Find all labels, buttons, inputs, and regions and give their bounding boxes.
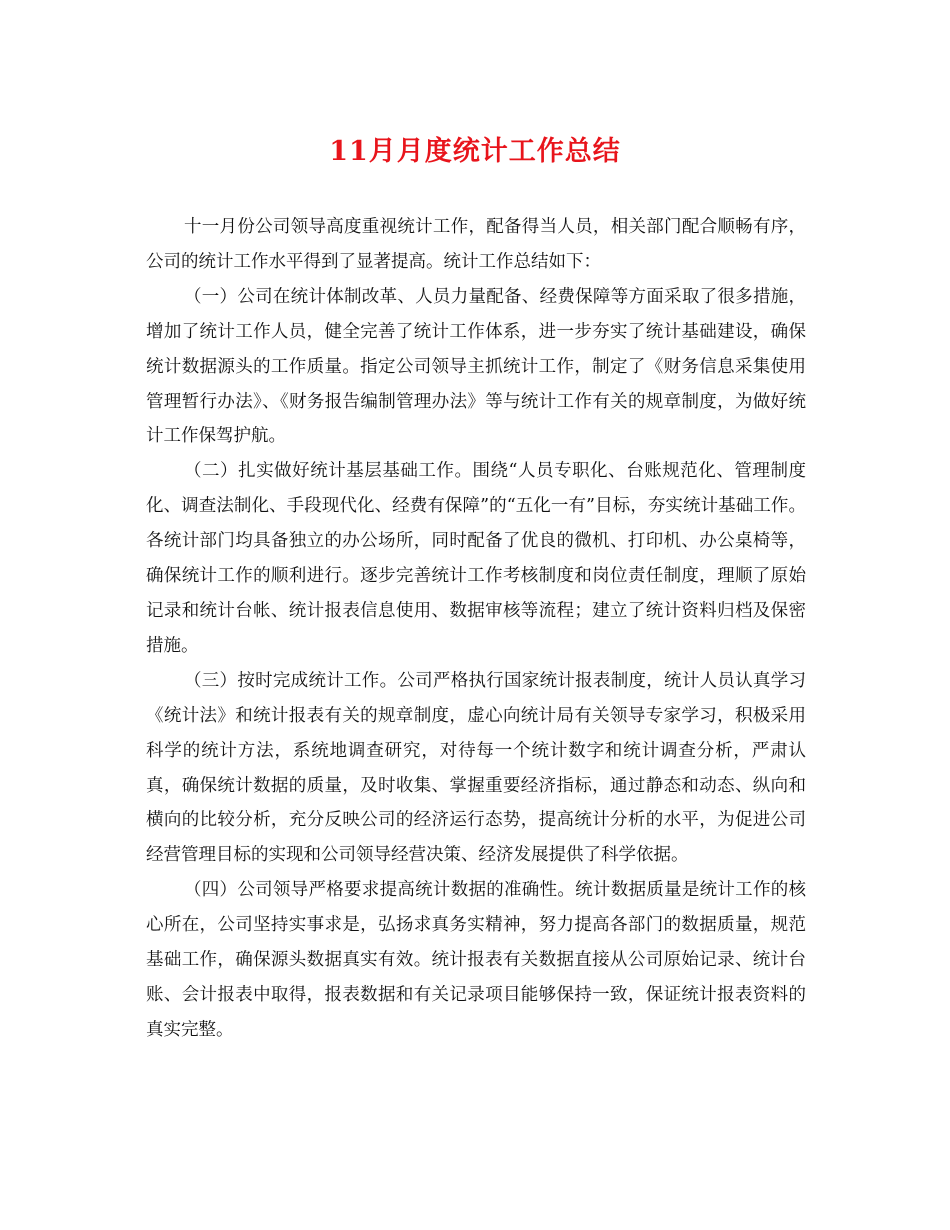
paragraph-section-1: （一）公司在统计体制改革、人员力量配备、经费保障等方面采取了很多措施，增加了统计工作人员，健全完善了统计工作体系，进一步夯实了统计基础建设，确保统计数据源头的工作质量。指定公司领导主抓统计工作，制定了《财务信息采集使用管理暂行办法》、《财务报告编制管理办法》等与统计工作有关的规章制度，为做好统计工作保驾护航。 [146, 286, 806, 447]
paragraph-section-3: （三）按时完成统计工作。公司严格执行国家统计报表制度，统计人员认真学习《统计法》和统计报表有关的规章制度，虚心向统计局有关领导专家学习，积极采用科学的统计方法，系统地调查研究，对待每一个统计数字和统计调查分析，严肃认真，确保统计数据的质量，及时收集、掌握重要经济指标，通过静态和动态、纵向和横向的比较分析，充分反映公司的经济运行态势，提高统计分析的水平，为促进公司经营管理目标的实现和公司领导经营决策、经济发展提供了科学依据。 [146, 670, 806, 866]
document-title: 11月月度统计工作总结 [329, 136, 621, 167]
document-body [146, 210, 806, 1048]
paragraph-section-2: （二）扎实做好统计基层基础工作。围绕“人员专职化、台账规范化、管理制度化、调查法制化、手段现代化、经费有保障”的“五化一有”目标，夯实统计基础工作。各统计部门均具备独立的办公场所，同时配备了优良的微机、打印机、办公桌椅等，确保统计工作的顺利进行。逐步完善统计工作考核制度和岗位责任制度，理顺了原始记录和统计台帐、统计报表信息使用、数据审核等流程；建立了统计资料归档及保密措施。 [146, 461, 806, 656]
paragraph-section-4: （四）公司领导严格要求提高统计数据的准确性。统计数据质量是统计工作的核心所在，公司坚持实事求是，弘扬求真务实精神，努力提高各部门的数据质量，规范基础工作，确保源头数据真实有效。统计报表有关数据直接从公司原始记录、统计台账、会计报表中取得，报表数据和有关记录项目能够保持一致，保证统计报表资料的真实完整。 [146, 880, 806, 1040]
paragraph-intro: 十一月份公司领导高度重视统计工作，配备得当人员，相关部门配合顺畅有序，公司的统计工作水平得到了显著提高。统计工作总结如下： [146, 217, 806, 272]
